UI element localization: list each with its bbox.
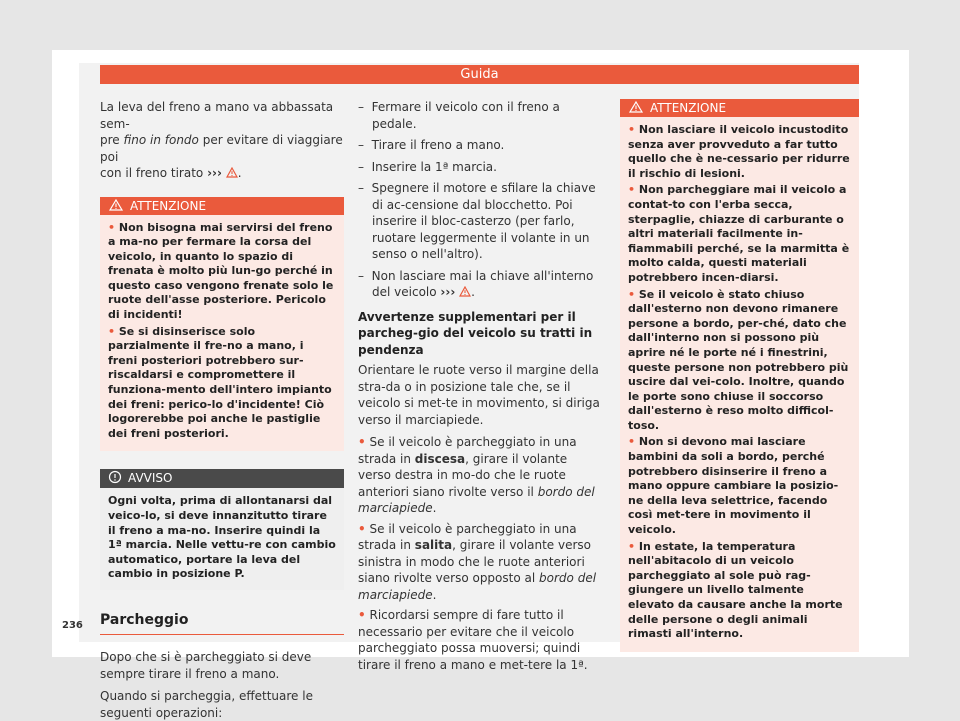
intro-line-b2: per evitare di viaggiare poi bbox=[100, 133, 343, 164]
paragraph: Orientare le ruote verso il margine della stra-da o in posizione tale che, se il veicolo si met-te in movimento, si diriga verso il marciapiede. bbox=[358, 363, 600, 427]
column-1 bbox=[100, 99, 344, 721]
step-item: – Fermare il veicolo con il freno a pedale. bbox=[358, 100, 560, 131]
warning-triangle-icon bbox=[108, 199, 124, 211]
intro-emphasis: fino in fondo bbox=[123, 133, 199, 147]
column-3 bbox=[620, 99, 859, 652]
warning-box-1 bbox=[100, 197, 344, 452]
intro-paragraph: La leva del freno a mano va abbassata sem- pre fino in fondo per evitare di viaggiare poi con il freno tirato ››› . bbox=[100, 100, 343, 180]
warning-item: • In estate, la temperatura nell'abitacolo di un veicolo parcheggiato al sole può rag-giungere un livello talmente elevato da causare anche la morte delle persone o degli animali rimasti all'interno. bbox=[628, 539, 843, 641]
warning-header bbox=[100, 197, 344, 215]
warning-item: • Non bisogna mai servirsi del freno a ma-no per fermare la corsa del veicolo, in quanto lo spazio di frenata è molto più lun-go perché in questo caso vengono frenate solo le ruote dell'asse posteriore. Pericolo di incidenti! bbox=[108, 220, 334, 322]
step-item: – Non lasciare mai la chiave all'interno del veicolo ››› . bbox=[358, 268, 594, 299]
subheading: Avvertenze supplementari per il parcheg-gio del veicolo su tratti in pendenza bbox=[358, 309, 593, 357]
warning-body bbox=[620, 117, 859, 652]
bullet-item: • Ricordarsi sempre di fare tutto il necessario per evitare che il veicolo parcheggiato possa muoversi; quindi tirare il freno a mano e met-tere la 1ª. bbox=[358, 608, 588, 672]
intro-line-c: con il freno tirato bbox=[100, 166, 204, 180]
step-item: – Spegnere il motore e sfilare la chiave di ac-censione dal blocchetto. Poi inserire il bloc-casterzo (per farlo, ruotare leggermente il volante in un senso o nell'altro). bbox=[358, 181, 596, 261]
bullet-item: • Se il veicolo è parcheggiato in una strada in discesa, girare il volante verso destra in mo-do che le ruote anteriori siano rivolte verso il bordo del marciapiede. bbox=[358, 435, 595, 515]
notice-box bbox=[100, 469, 344, 590]
info-circle-icon bbox=[108, 470, 122, 484]
warning-triangle-icon bbox=[459, 286, 471, 297]
step-item: – Inserire la 1ª marcia. bbox=[358, 159, 497, 174]
notice-title: AVVISO bbox=[128, 471, 173, 486]
page-number: 236 bbox=[62, 620, 83, 631]
warning-triangle-icon bbox=[226, 167, 238, 178]
section-header: Guida bbox=[100, 65, 859, 84]
warning-item: • Non parcheggiare mai il veicolo a contat-to con l'erba secca, sterpaglie, chiazze di carburante o altri materiali facilmente in-fiammabili perché, se la marmitta è molto calda, questi materiali potrebbero incen-diarsi. bbox=[628, 183, 850, 284]
paragraph: Quando si parcheggia, effettuare le seguenti operazioni: bbox=[100, 689, 313, 720]
intro-line-b1: pre bbox=[100, 133, 124, 147]
step-item: – Tirare il freno a mano. bbox=[358, 138, 505, 152]
bullet-item: • Se il veicolo è parcheggiato in una strada in salita, girare il volante verso sinistra in modo che le ruote anteriori siano rivolte verso opposto al bordo del marciapiede. bbox=[358, 521, 597, 602]
intro-line-a: La leva del freno a mano va abbassata sem- bbox=[100, 100, 334, 131]
reference-arrows[interactable]: ››› bbox=[207, 166, 222, 180]
notice-text: Ogni volta, prima di allontanarsi dal veico-lo, si deve innanzitutto tirare il freno a ma-no. Inserire quindi la 1ª marcia. Nelle vettu-re con cambio automatico, portare la leva del cambio in posizione P. bbox=[108, 494, 336, 581]
warning-item: • Se il veicolo è stato chiuso dall'esterno non devono rimanere persone a bordo, per-ché, dato che dall'interno non si possono più aprire né le porte né i finestrini, queste persone non potrebbero più uscire dal vei-colo. Inoltre, quando le porte sono chiuse il soccorso dall'esterno è reso molto difficol-toso. bbox=[628, 287, 849, 432]
warning-title: ATTENZIONE bbox=[650, 101, 727, 115]
warning-item: • Se si disinserisce solo parzialmente il fre-no a mano, i freni posteriori potrebbero sur-riscaldarsi e compromettere il funziona-mento dell'intero impianto dei freni: perico-lo d'incidente! Ciò logorerebbe poi anche le pastiglie dei freni posteriori. bbox=[108, 324, 332, 440]
column-2 bbox=[358, 99, 603, 673]
warning-header bbox=[620, 99, 859, 117]
warning-body bbox=[100, 215, 344, 452]
warning-box-2 bbox=[620, 99, 859, 652]
warning-title: ATTENZIONE bbox=[130, 198, 207, 213]
notice-header bbox=[100, 469, 344, 488]
warning-triangle-icon bbox=[628, 101, 644, 113]
warning-item: • Non si devono mai lasciare bambini da soli a bordo, perché potrebbero disinserire il freno a mano oppure cambiare la posizio-ne della leva selettrice, facendo così met-tere in movimento il veicolo. bbox=[628, 435, 839, 537]
paragraph: Dopo che si è parcheggiato si deve sempre tirare il freno a mano. bbox=[100, 650, 312, 681]
reference-arrows[interactable]: ››› bbox=[440, 285, 456, 299]
section-title: Parcheggio bbox=[100, 612, 344, 636]
warning-item: • Non lasciare il veicolo incustodito senza aver provveduto a far tutto quello che è ne-cessario per ridurre il rischio di lesioni. bbox=[628, 123, 850, 180]
